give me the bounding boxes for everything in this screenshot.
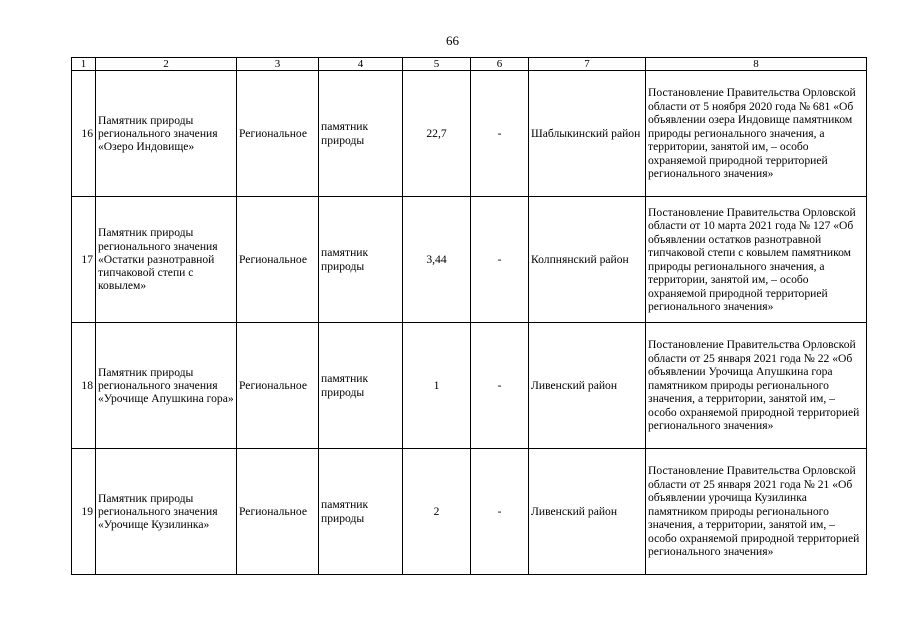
- column-numbers-row: [72, 58, 867, 71]
- column-number: 6: [471, 58, 529, 71]
- column-6-value: -: [471, 449, 529, 575]
- district: Ливенский район: [529, 323, 646, 449]
- object-name: Памятник природы регионального значения «Урочище Кузилинка»: [96, 449, 237, 575]
- object-name: Памятник природы регионального значения «Остатки разнотравной типчаковой степи с ковылем»: [96, 197, 237, 323]
- category: памятник природы: [319, 197, 403, 323]
- legal-document: Постановление Правительства Орловской области от 25 января 2021 года № 22 «Об объявлении Урочища Апушкина гора памятником природы регионального значения, а территории, занятой им, – особо охраняемой природной территорией регионального значения»: [646, 323, 867, 449]
- page-number: 66: [446, 33, 459, 48]
- district: Ливенский район: [529, 449, 646, 575]
- area-value: 1: [403, 323, 471, 449]
- column-number: 2: [96, 58, 237, 71]
- category: памятник природы: [319, 449, 403, 575]
- legal-document: Постановление Правительства Орловской области от 25 января 2021 года № 21 «Об объявлении урочища Кузилинка памятником природы регионального значения, а территории, занятой им, – особо охраняемой природной территорией регионального значения»: [646, 449, 867, 575]
- protected-areas-table: [71, 57, 867, 575]
- district: Шаблыкинский район: [529, 71, 646, 197]
- column-number: 3: [237, 58, 319, 71]
- row-number: 18: [72, 323, 96, 449]
- row-number: 17: [72, 197, 96, 323]
- column-number: 5: [403, 58, 471, 71]
- table-row: [72, 449, 867, 575]
- area-value: 22,7: [403, 71, 471, 197]
- row-number: 19: [72, 449, 96, 575]
- area-value: 2: [403, 449, 471, 575]
- column-6-value: -: [471, 323, 529, 449]
- row-number: 16: [72, 71, 96, 197]
- column-number: 7: [529, 58, 646, 71]
- significance: Региональное: [237, 449, 319, 575]
- significance: Региональное: [237, 197, 319, 323]
- column-6-value: -: [471, 197, 529, 323]
- table-row: [72, 323, 867, 449]
- object-name: Памятник природы регионального значения «Озеро Индовище»: [96, 71, 237, 197]
- legal-document: Постановление Правительства Орловской области от 10 марта 2021 года № 127 «Об объявлении остатков разнотравной типчаковой степи с ковылем памятником природы регионального значения, а территории, занятой им, – особо охраняемой природной территорией регионального значения»: [646, 197, 867, 323]
- significance: Региональное: [237, 71, 319, 197]
- object-name: Памятник природы регионального значения «Урочище Апушкина гора»: [96, 323, 237, 449]
- column-number: 4: [319, 58, 403, 71]
- column-6-value: -: [471, 71, 529, 197]
- column-number: 1: [72, 58, 96, 71]
- category: памятник природы: [319, 323, 403, 449]
- table-row: [72, 71, 867, 197]
- area-value: 3,44: [403, 197, 471, 323]
- category: памятник природы: [319, 71, 403, 197]
- column-number: 8: [646, 58, 867, 71]
- table-row: [72, 197, 867, 323]
- significance: Региональное: [237, 323, 319, 449]
- district: Колпнянский район: [529, 197, 646, 323]
- legal-document: Постановление Правительства Орловской области от 5 ноября 2020 года № 681 «Об объявлении озера Индовище памятником природы регионального значения, а территории, занятой им, – особо охраняемой природной территорией регионального значения»: [646, 71, 867, 197]
